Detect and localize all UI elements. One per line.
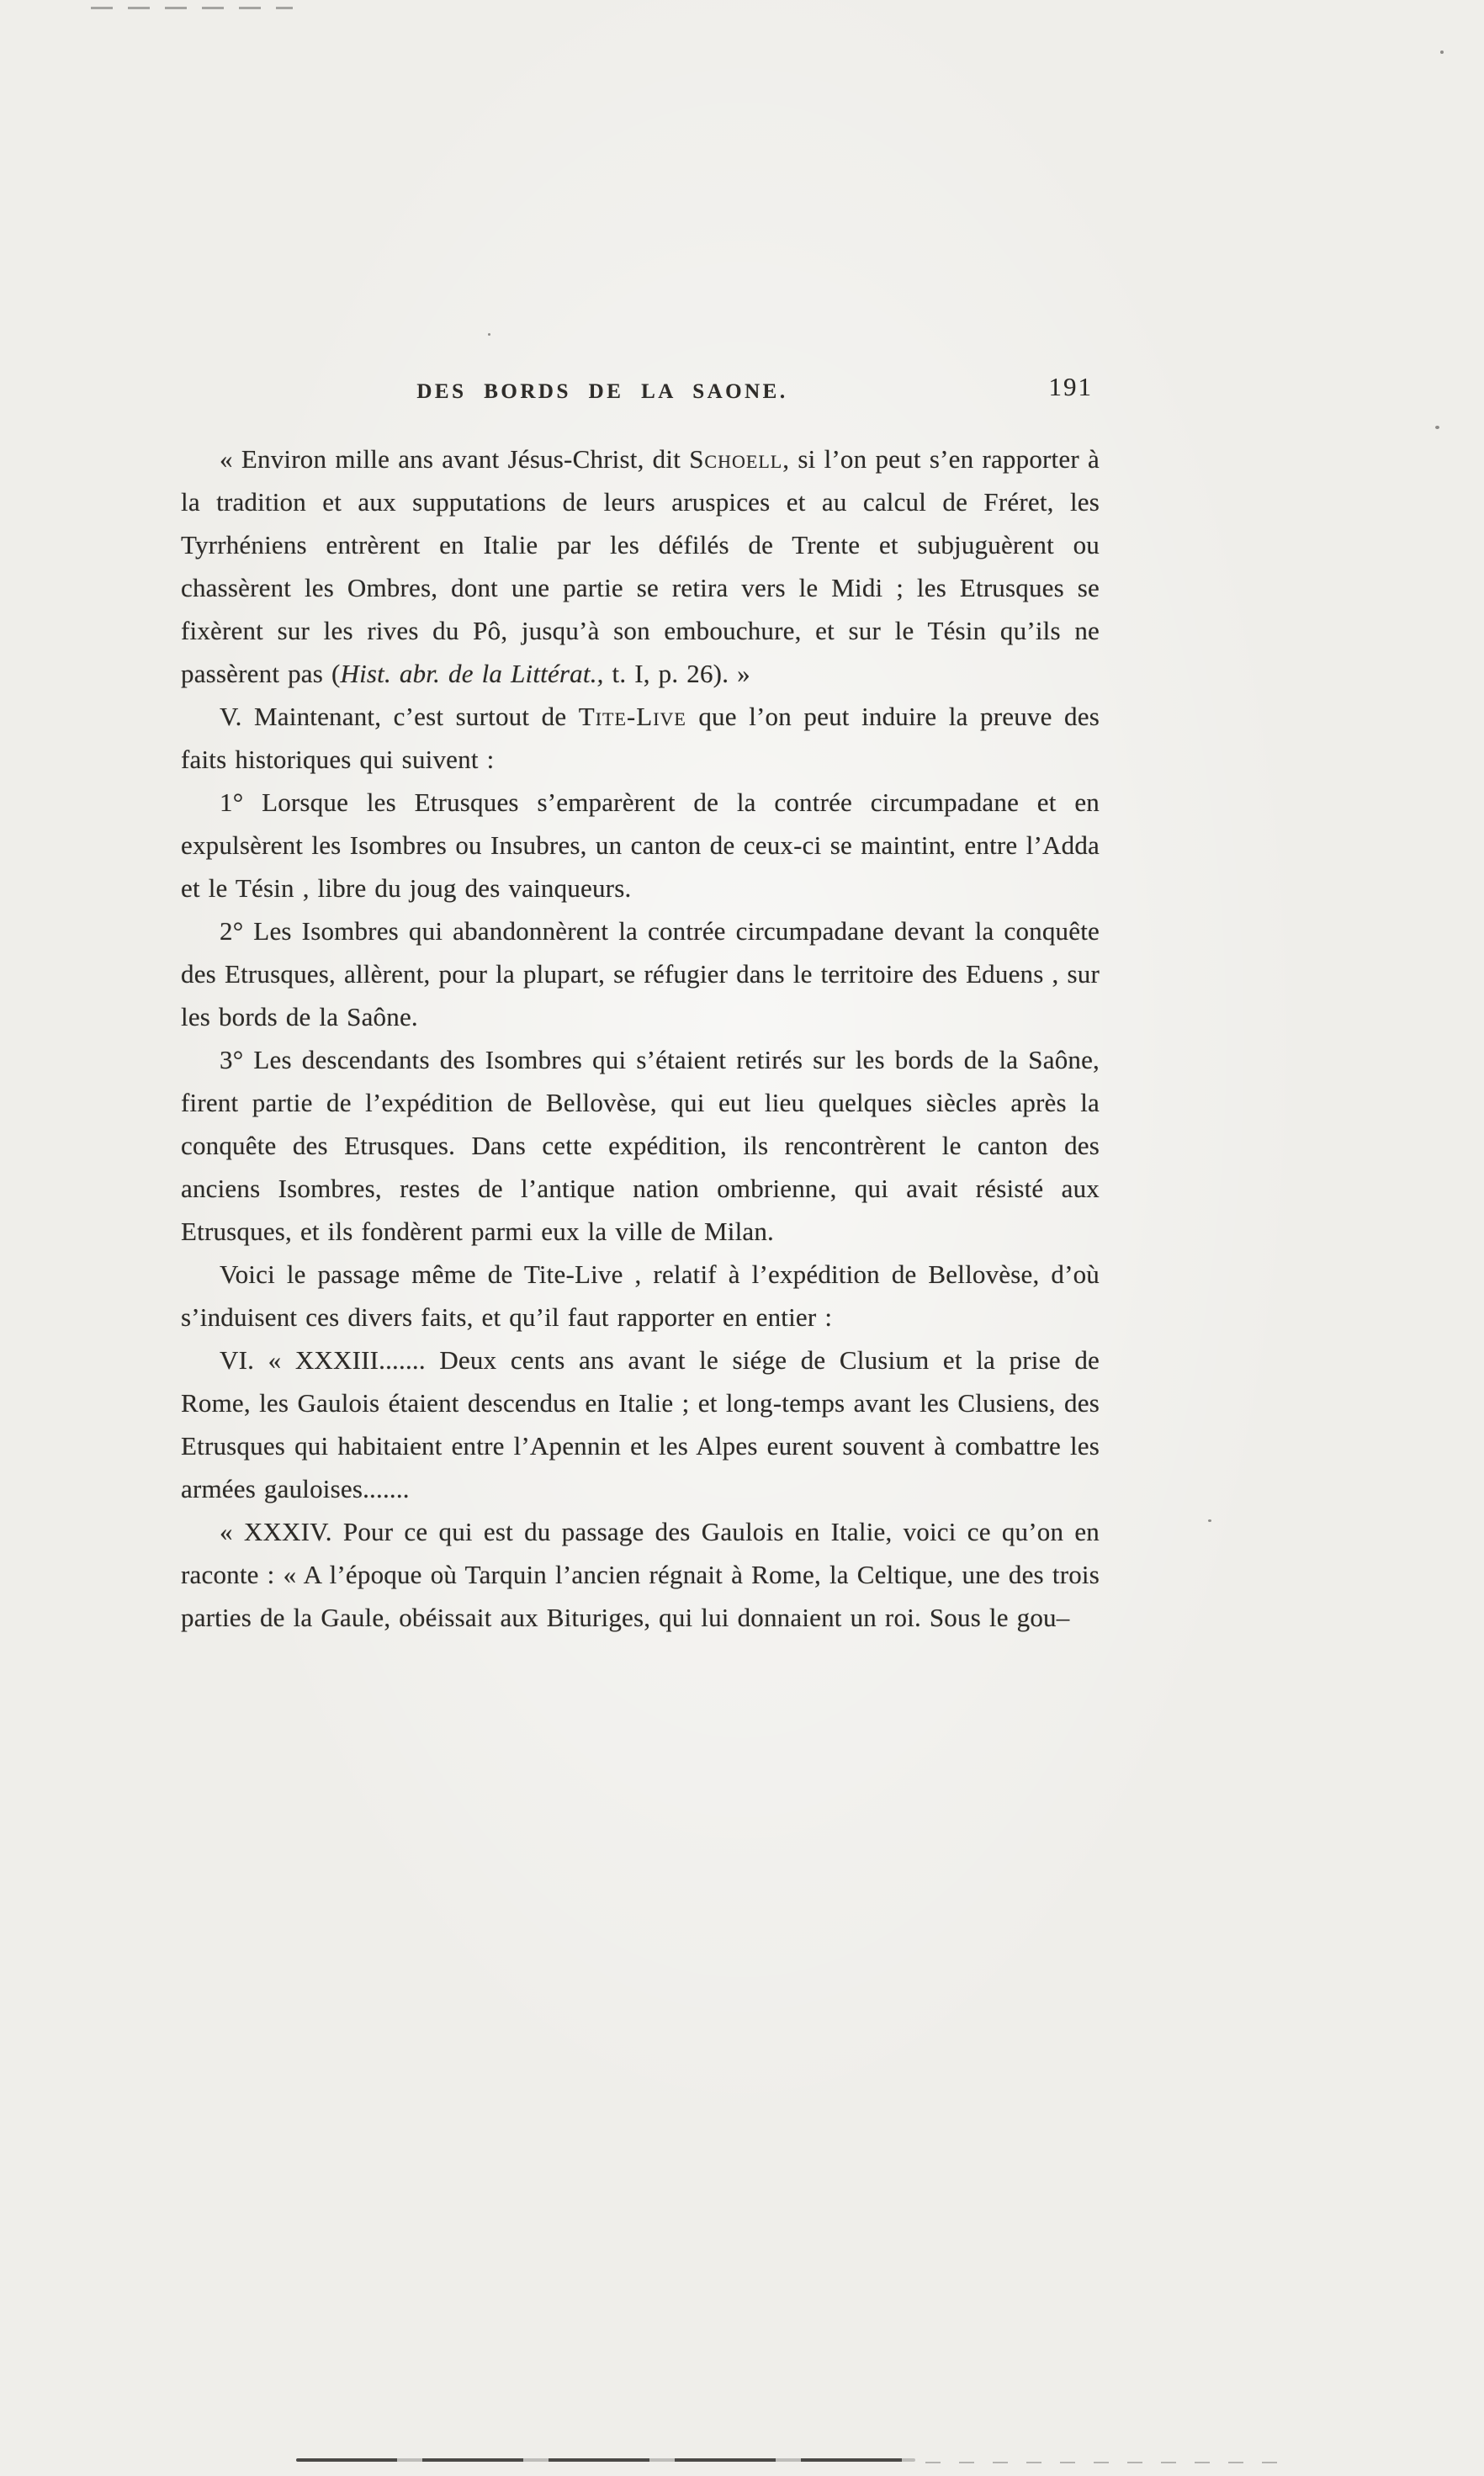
page-content <box>181 372 1100 1639</box>
scan-speck <box>1435 426 1439 429</box>
text-segment: , si l’on peut s’en rapporter à la tradition et aux supputations de leurs aruspices et au calcul de Fréret, les Tyrrhéniens entrèrent en Italie par les défilés de Trente et subjuguèrent ou chassèrent les Ombres, dont une partie se retira vers le Midi ; les Etrusques se fixèrent sur les rives du Pô, jusqu’à son embouchure, et sur le Tésin qu’ils ne passèrent pas ( <box>181 444 1100 688</box>
text-segment: V. Maintenant, c’est surtout de <box>220 702 579 731</box>
page-number: 191 <box>1048 372 1093 401</box>
text-segment: Voici le passage même de Tite-Live , relatif à l’expédition de Bellovèse, d’où s’induisent ces divers faits, et qu’il faut rapporter en entier : <box>181 1259 1100 1332</box>
scan-speck <box>488 333 490 336</box>
text-segment: Tite-Live <box>578 702 686 731</box>
paragraph <box>181 695 1100 781</box>
scan-artifact-bottom-dashes <box>925 2462 1279 2463</box>
paragraph <box>181 1253 1100 1339</box>
page-header <box>181 372 1100 437</box>
running-title: DES BORDS DE LA SAONE. <box>416 380 788 403</box>
text-segment: 3° Les descendants des Isombres qui s’étaient retirés sur les bords de la Saône, firent partie de l’expédition de Bellovèse, qui eut lieu quelques siècles après la conquête des Etrusques. Dans cette expédition, ils rencontrèrent le canton des anciens Isombres, restes de l’antique nation ombrienne, qui avait résisté aux Etrusques, et ils fondèrent parmi eux la ville de Milan. <box>181 1045 1100 1246</box>
text-segment: « Environ mille ans avant Jésus-Christ, dit <box>220 444 690 474</box>
scan-artifact-top-dashes <box>91 7 293 9</box>
text-segment: que l’on peut induire la preuve des faits historiques qui suivent : <box>181 702 1100 774</box>
text-segment: 1° Lorsque les Etrusques s’emparèrent de la contrée circumpadane et en expulsèrent les Isombres ou Insubres, un canton de ceux-ci se maintint, entre l’Adda et le Tésin , libre du joug des vainqueurs. <box>181 787 1100 903</box>
text-segment: t. I, p. 26). » <box>603 659 750 688</box>
paragraph <box>181 781 1100 909</box>
text-segment: Schoell <box>689 444 783 474</box>
text-segment: 2° Les Isombres qui abandonnèrent la contrée circumpadane devant la conquête des Etrusques, allèrent, pour la plupart, se réfugier dans le territoire des Eduens , sur les bords de la Saône. <box>181 916 1100 1031</box>
paragraph <box>181 909 1100 1038</box>
text-segment: VI. « XXXIII....... Deux cents ans avant le siége de Clusium et la prise de Rome, les Gaulois étaient descendus en Italie ; et long-temps avant les Clusiens, des Etrusques qui habitaient entre l’Apennin et les Alpes eurent souvent à combattre les armées gauloises....... <box>181 1345 1100 1503</box>
paragraph <box>181 1510 1100 1639</box>
paragraph <box>181 1339 1100 1510</box>
paragraph <box>181 1038 1100 1253</box>
paragraph <box>181 437 1100 695</box>
scan-artifact-bottom-line <box>296 2458 915 2462</box>
scan-speck <box>1208 1519 1211 1522</box>
scan-speck <box>1440 50 1444 54</box>
text-segment: Hist. abr. de la Littérat., <box>340 659 604 688</box>
text-block <box>181 437 1100 1639</box>
text-segment: « XXXIV. Pour ce qui est du passage des Gaulois en Italie, voici ce qu’on en raconte : « A l’époque où Tarquin l’ancien régnait à Rome, la Celtique, une des trois parties de la Gaule, obéissait aux Bituriges, qui lui donnaient un roi. Sous le gou– <box>181 1517 1100 1632</box>
